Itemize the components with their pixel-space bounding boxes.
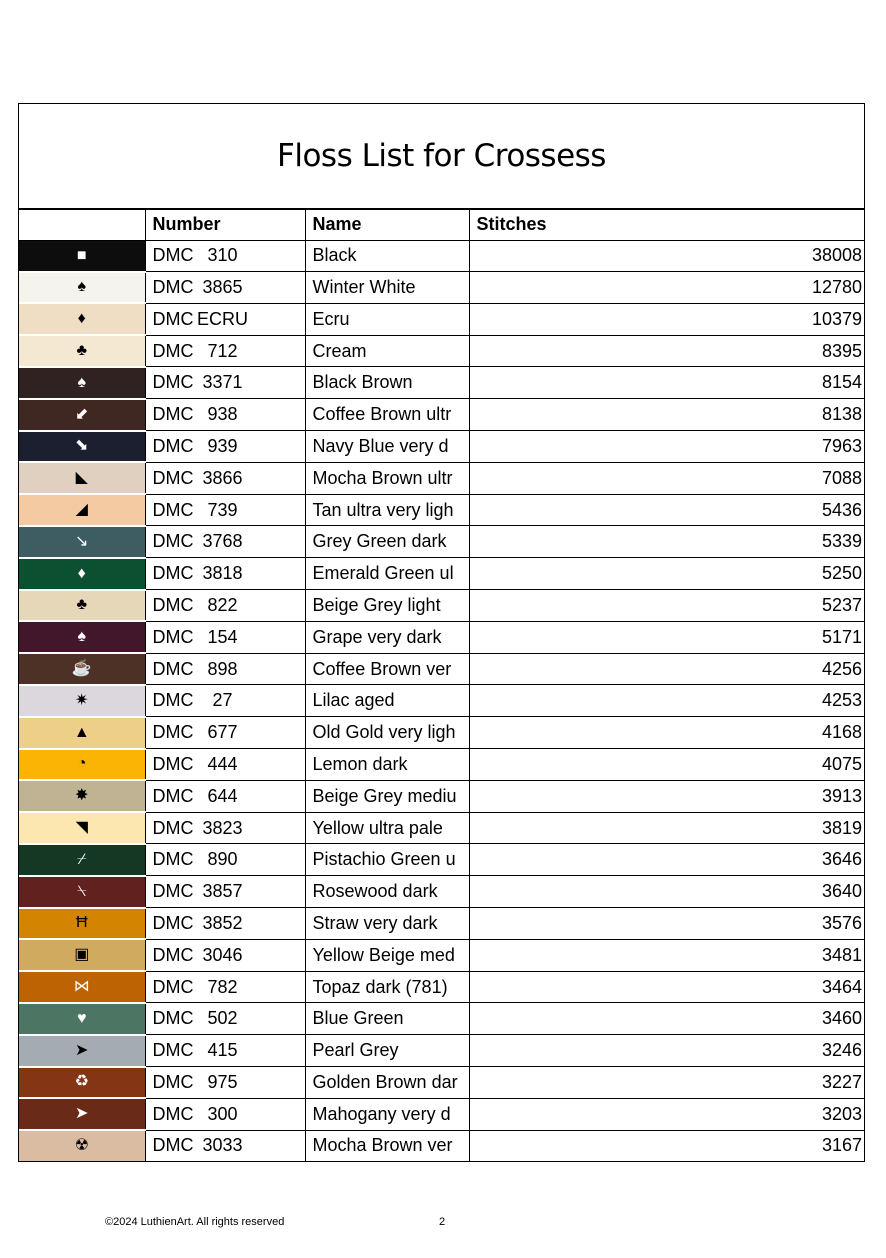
color-swatch (19, 303, 145, 335)
floss-brand: DMC (152, 1071, 194, 1092)
stitch-count: 3646 (469, 844, 864, 876)
floss-number (145, 1098, 305, 1130)
floss-code: 898 (207, 658, 238, 679)
spade-icon: ♠ (77, 278, 86, 296)
table-row (19, 876, 864, 908)
floss-brand: DMC (152, 626, 194, 647)
floss-code: 502 (207, 1008, 238, 1029)
color-swatch (19, 272, 145, 304)
floss-name: Grape very dark (305, 621, 469, 653)
floss-number (145, 303, 305, 335)
floss-brand: DMC (152, 722, 194, 743)
stitch-count: 4168 (469, 717, 864, 749)
color-swatch (19, 908, 145, 940)
floss-number (145, 621, 305, 653)
floss-code: 154 (207, 626, 238, 647)
recycle-icon: ♻ (74, 1073, 89, 1091)
filled-square-icon: ■ (76, 246, 87, 264)
color-swatch (19, 812, 145, 844)
footer-page-number: 2 (439, 1216, 446, 1228)
floss-name: Coffee Brown ver (305, 653, 469, 685)
table-row (19, 1035, 864, 1067)
floss-brand: DMC (152, 1008, 194, 1029)
stitch-count: 3640 (469, 876, 864, 908)
header-name: Name (305, 210, 469, 240)
tree-icon: ♠ (77, 373, 86, 391)
color-swatch (19, 780, 145, 812)
arrowhead-left-icon: ➤ (75, 1041, 89, 1059)
stitch-count: 5237 (469, 590, 864, 622)
floss-code: 644 (207, 785, 238, 806)
floss-number (145, 1035, 305, 1067)
stitch-count: 3481 (469, 939, 864, 971)
table-row (19, 303, 864, 335)
floss-number (145, 494, 305, 526)
stitch-count: 3819 (469, 812, 864, 844)
table-row (19, 812, 864, 844)
stitch-count: 3227 (469, 1067, 864, 1099)
floss-name: Yellow ultra pale (305, 812, 469, 844)
floss-code: 3033 (202, 1135, 243, 1156)
arrowhead-right-icon: ➤ (75, 1105, 89, 1123)
stitch-count: 5339 (469, 526, 864, 558)
floss-brand: DMC (152, 404, 194, 425)
arrow-icon: ↘ (75, 532, 89, 550)
tree-icon: ♠ (77, 628, 86, 646)
color-swatch (19, 367, 145, 399)
steps-icon: ⍀ (76, 882, 87, 900)
color-swatch (19, 462, 145, 494)
floss-number (145, 812, 305, 844)
table-row (19, 685, 864, 717)
color-swatch (19, 558, 145, 590)
floss-number (145, 240, 305, 271)
floss-number (145, 685, 305, 717)
page-title: Floss List for Crossess (277, 138, 606, 174)
table-row (19, 1098, 864, 1130)
floss-number (145, 1067, 305, 1099)
floss-code: 739 (207, 499, 238, 520)
table-row (19, 272, 864, 304)
floss-code: 939 (207, 435, 238, 456)
floss-brand: DMC (152, 308, 194, 329)
floss-number (145, 844, 305, 876)
floss-code: 822 (207, 594, 238, 615)
color-swatch (19, 749, 145, 781)
floss-code: 3371 (202, 372, 243, 393)
color-swatch (19, 494, 145, 526)
floss-brand: DMC (152, 340, 194, 361)
stitch-count: 5171 (469, 621, 864, 653)
floss-name: Emerald Green ul (305, 558, 469, 590)
color-swatch (19, 844, 145, 876)
table-body (19, 240, 864, 1161)
stitch-count: 5250 (469, 558, 864, 590)
color-swatch (19, 431, 145, 463)
floss-code: 975 (207, 1071, 238, 1092)
floss-code: 300 (207, 1103, 238, 1124)
floss-code: 677 (207, 722, 238, 743)
floss-code: 712 (207, 340, 238, 361)
floss-name: Lilac aged (305, 685, 469, 717)
floss-brand: DMC (152, 594, 194, 615)
floss-brand: DMC (152, 944, 194, 965)
tree-icon: ♣ (76, 596, 87, 614)
floss-name: Rosewood dark (305, 876, 469, 908)
stitch-count: 4256 (469, 653, 864, 685)
floss-name: Mahogany very d (305, 1098, 469, 1130)
floss-number (145, 335, 305, 367)
table-row (19, 908, 864, 940)
header-number: Number (145, 210, 305, 240)
floss-name: Topaz dark (781) (305, 971, 469, 1003)
floss-number (145, 367, 305, 399)
color-swatch (19, 1003, 145, 1035)
table-row (19, 1130, 864, 1161)
floss-brand: DMC (152, 276, 194, 297)
floss-brand: DMC (152, 467, 194, 488)
table-row (19, 749, 864, 781)
color-swatch (19, 939, 145, 971)
swirl-icon: ◔ (76, 755, 87, 773)
floss-brand: DMC (152, 531, 194, 552)
color-swatch (19, 526, 145, 558)
floss-number (145, 908, 305, 940)
table-row (19, 590, 864, 622)
stitch-count: 3203 (469, 1098, 864, 1130)
floss-brand: DMC (152, 1135, 194, 1156)
star-icon: ✷ (75, 691, 89, 709)
floss-number (145, 272, 305, 304)
arrow-icon: ⬋ (75, 405, 89, 423)
steps-icon: ⌿ (76, 850, 87, 868)
floss-name: Pearl Grey (305, 1035, 469, 1067)
color-swatch (19, 1130, 145, 1161)
floss-brand: DMC (152, 245, 194, 266)
mug-icon: ☕ (71, 660, 92, 678)
floss-name: Cream (305, 335, 469, 367)
floss-number (145, 653, 305, 685)
title-box (19, 104, 864, 210)
table-row (19, 494, 864, 526)
table-row (19, 335, 864, 367)
triangle-icon: ◢ (75, 501, 88, 519)
floss-number (145, 939, 305, 971)
floss-brand: DMC (152, 785, 194, 806)
floss-brand: DMC (152, 881, 194, 902)
radiation-icon: ☢ (74, 1137, 89, 1154)
floss-table (19, 210, 864, 1161)
floss-code: 3768 (202, 531, 243, 552)
table-row (19, 1067, 864, 1099)
header-stitches: Stitches (469, 210, 864, 240)
floss-brand: DMC (152, 753, 194, 774)
stitch-count: 8395 (469, 335, 864, 367)
floss-code: 27 (212, 690, 233, 711)
table-row (19, 939, 864, 971)
floss-number (145, 462, 305, 494)
table-row (19, 1003, 864, 1035)
floss-number (145, 876, 305, 908)
stitch-count: 12780 (469, 272, 864, 304)
floss-brand: DMC (152, 563, 194, 584)
floss-code: 3865 (202, 276, 243, 297)
color-swatch (19, 1035, 145, 1067)
floss-brand: DMC (152, 817, 194, 838)
floss-brand: DMC (152, 912, 194, 933)
ladder-icon: Ħ (75, 914, 88, 932)
table-row (19, 399, 864, 431)
heart-circle-icon: ♥ (77, 1009, 87, 1027)
floss-name: Mocha Brown ultr (305, 462, 469, 494)
stitch-count: 7088 (469, 462, 864, 494)
floss-brand: DMC (152, 849, 194, 870)
floss-code: 782 (207, 976, 238, 997)
table-row (19, 526, 864, 558)
table-row (19, 558, 864, 590)
floss-name: Beige Grey mediu (305, 780, 469, 812)
stitch-count: 3460 (469, 1003, 864, 1035)
floss-number (145, 1003, 305, 1035)
bowtie-icon: ⋈ (73, 978, 90, 996)
stitch-count: 10379 (469, 303, 864, 335)
color-swatch (19, 399, 145, 431)
floss-name: Straw very dark (305, 908, 469, 940)
floss-name: Beige Grey light (305, 590, 469, 622)
floss-name: Mocha Brown ver (305, 1130, 469, 1161)
lamp-icon: ♦ (77, 564, 86, 582)
floss-number (145, 749, 305, 781)
floss-number (145, 717, 305, 749)
diamond-icon: ♦ (77, 310, 86, 328)
floss-name: Lemon dark (305, 749, 469, 781)
table-row (19, 653, 864, 685)
floss-name: Yellow Beige med (305, 939, 469, 971)
stitch-count: 3913 (469, 780, 864, 812)
hollow-square-icon: ▣ (74, 946, 90, 964)
floss-number (145, 1130, 305, 1161)
floss-number (145, 590, 305, 622)
club-icon: ♣ (76, 342, 87, 360)
table-row (19, 971, 864, 1003)
triangle-icon: ◣ (75, 469, 88, 487)
table-row (19, 621, 864, 653)
floss-brand: DMC (152, 690, 194, 711)
table-row (19, 717, 864, 749)
table-row (19, 240, 864, 271)
floss-brand: DMC (152, 658, 194, 679)
stitch-count: 38008 (469, 240, 864, 271)
floss-name: Black (305, 240, 469, 271)
color-swatch (19, 876, 145, 908)
floss-brand: DMC (152, 499, 194, 520)
stitch-count: 4253 (469, 685, 864, 717)
floss-number (145, 431, 305, 463)
star-icon: ✸ (75, 787, 89, 805)
floss-code: 3823 (202, 817, 243, 838)
floss-list-frame (18, 103, 865, 1162)
floss-code: 3046 (202, 944, 243, 965)
floss-code: 3866 (202, 467, 243, 488)
color-swatch (19, 621, 145, 653)
color-swatch (19, 971, 145, 1003)
floss-name: Pistachio Green u (305, 844, 469, 876)
floss-number (145, 971, 305, 1003)
color-swatch (19, 335, 145, 367)
color-swatch (19, 717, 145, 749)
stitch-count: 3464 (469, 971, 864, 1003)
floss-code: 3857 (202, 881, 243, 902)
floss-name: Ecru (305, 303, 469, 335)
table-row (19, 780, 864, 812)
table-header-row (19, 210, 864, 240)
stitch-count: 5436 (469, 494, 864, 526)
floss-code: 3852 (202, 912, 243, 933)
color-swatch (19, 685, 145, 717)
stitch-count: 3246 (469, 1035, 864, 1067)
arrow-icon: ⬊ (75, 437, 89, 455)
floss-name: Golden Brown dar (305, 1067, 469, 1099)
floss-brand: DMC (152, 372, 194, 393)
footer-copyright: ©2024 LuthienArt. All rights reserved (105, 1216, 285, 1228)
floss-number (145, 780, 305, 812)
table-row (19, 462, 864, 494)
floss-name: Coffee Brown ultr (305, 399, 469, 431)
floss-code: 938 (207, 404, 238, 425)
stitch-count: 8138 (469, 399, 864, 431)
floss-name: Grey Green dark (305, 526, 469, 558)
floss-name: Blue Green (305, 1003, 469, 1035)
floss-brand: DMC (152, 976, 194, 997)
floss-name: Black Brown (305, 367, 469, 399)
floss-brand: DMC (152, 1040, 194, 1061)
table-row (19, 431, 864, 463)
stitch-count: 8154 (469, 367, 864, 399)
floss-name: Old Gold very ligh (305, 717, 469, 749)
stitch-count: 3576 (469, 908, 864, 940)
stitch-count: 7963 (469, 431, 864, 463)
floss-number (145, 399, 305, 431)
color-swatch (19, 590, 145, 622)
stitch-count: 3167 (469, 1130, 864, 1161)
color-swatch (19, 1067, 145, 1099)
header-swatch (19, 210, 145, 240)
table-row (19, 367, 864, 399)
stitch-count: 4075 (469, 749, 864, 781)
color-swatch (19, 653, 145, 685)
floss-code: 444 (207, 753, 238, 774)
floss-code: 890 (207, 849, 238, 870)
floss-code: 415 (207, 1040, 238, 1061)
floss-name: Winter White (305, 272, 469, 304)
floss-name: Tan ultra very ligh (305, 494, 469, 526)
triangle-icon: ◥ (75, 819, 88, 837)
floss-code: 310 (207, 245, 238, 266)
table-row (19, 844, 864, 876)
color-swatch (19, 1098, 145, 1130)
floss-code: ECRU (196, 308, 248, 329)
floss-number (145, 558, 305, 590)
floss-brand: DMC (152, 435, 194, 456)
floss-number (145, 526, 305, 558)
floss-name: Navy Blue very d (305, 431, 469, 463)
floss-code: 3818 (202, 563, 243, 584)
half-circle-icon: ▲ (73, 723, 90, 741)
floss-brand: DMC (152, 1103, 194, 1124)
color-swatch (19, 240, 145, 271)
